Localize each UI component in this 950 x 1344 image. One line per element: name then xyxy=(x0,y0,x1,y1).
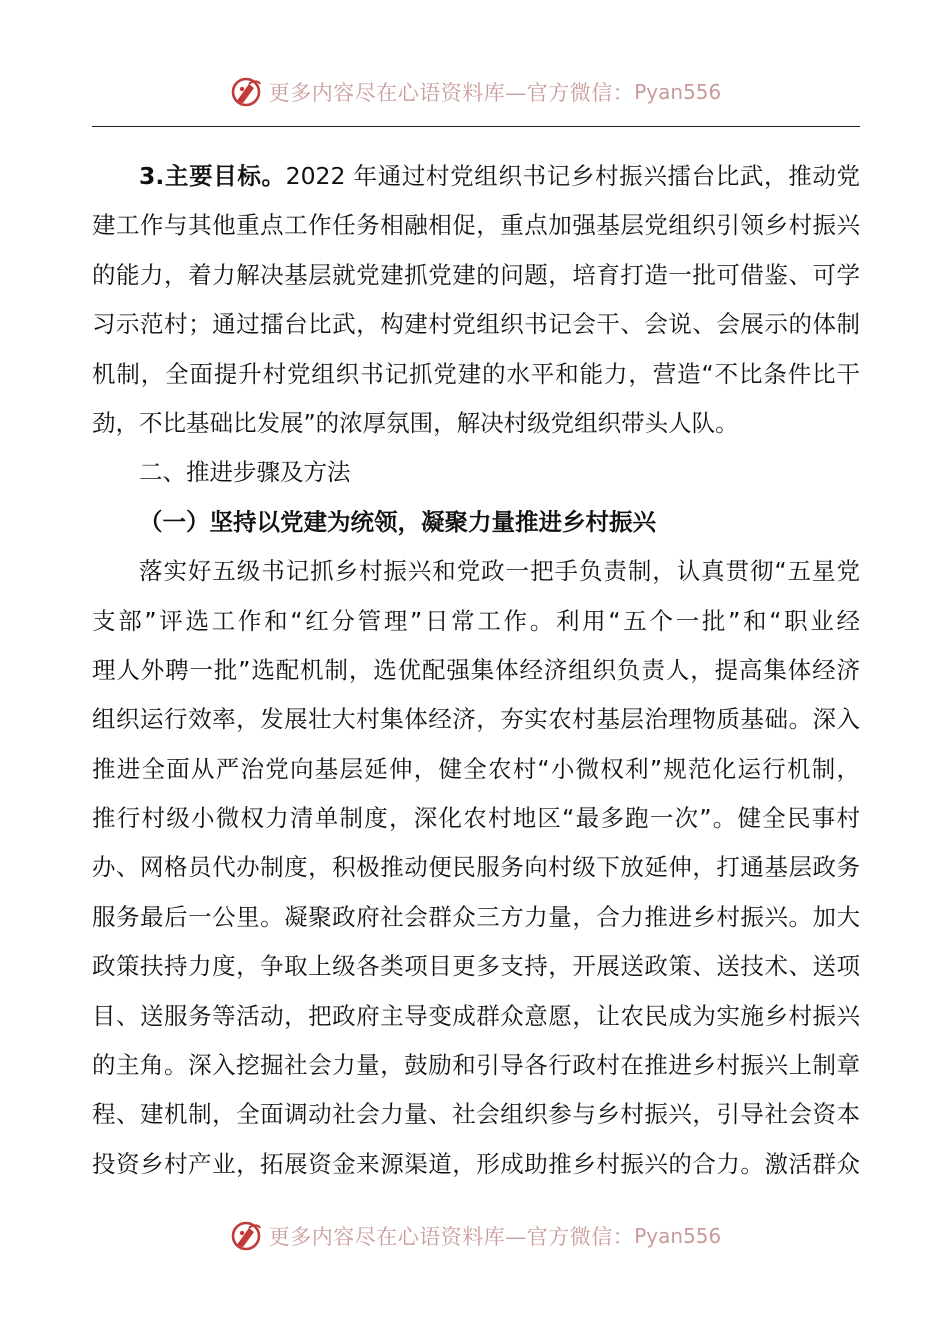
header-watermark-id: Pyan556 xyxy=(634,80,722,104)
paragraph-line-4: 组织运行效率，发展壮大村集体经济，夯实农村基层治理物质基础。深入 xyxy=(92,705,860,734)
paragraph-line-9: 政策扶持力度，争取上级各类项目更多支持，开展送政策、送技术、送项 xyxy=(92,952,860,981)
paragraph-line-13: 投资乡村产业，拓展资金来源渠道，形成助推乡村振兴的合力。激活群众 xyxy=(92,1149,860,1178)
header-divider xyxy=(92,126,860,127)
paragraph-line-6: 推行村级小微权力清单制度，深化农村地区“最多跑一次”。健全民事村 xyxy=(92,804,860,833)
paragraph-line-11: 的主角。深入挖掘社会力量，鼓励和引导各行政村在推进乡村振兴上制章 xyxy=(92,1051,860,1080)
section-heading: 二、推进步骤及方法 xyxy=(139,458,351,487)
paragraph-line-8: 服务最后一公里。凝聚政府社会群众三方力量，合力推进乡村振兴。加大 xyxy=(92,902,860,931)
footer-watermark-text: 更多内容尽在心语资料库—官方微信： xyxy=(268,1225,635,1249)
header-watermark-text: 更多内容尽在心语资料库—官方微信： xyxy=(268,81,635,105)
footer-watermark-id: Pyan556 xyxy=(634,1224,722,1248)
goal-text: 2022 年通过村党组织书记乡村振兴擂台比武，推动党 xyxy=(285,162,860,190)
goal-line-4: 习示范村；通过擂台比武，构建村党组织书记会干、会说、会展示的体制 xyxy=(92,310,860,339)
goal-line-6: 劲，不比基础比发展”的浓厚氛围，解决村级党组织带头人队。 xyxy=(92,408,739,437)
footer-watermark xyxy=(0,1214,950,1258)
goal-line-1 xyxy=(92,152,860,201)
paragraph-line-5: 推进全面从严治党向基层延伸，健全农村“小微权利”规范化运行机制， xyxy=(92,754,860,783)
header-watermark xyxy=(0,70,950,114)
subsection-heading: （一）坚持以党建为统领，凝聚力量推进乡村振兴 xyxy=(139,507,656,536)
paragraph-line-10: 目、送服务等活动，把政府主导变成群众意愿，让农民成为实施乡村振兴 xyxy=(92,1001,860,1030)
goal-label: 3.主要目标。 xyxy=(139,162,286,190)
logo-icon xyxy=(229,1219,263,1253)
goal-line-5: 机制，全面提升村党组织书记抓党建的水平和能力，营造“不比条件比干 xyxy=(92,359,860,388)
document-body xyxy=(92,152,860,1189)
paragraph-line-2: 支部”评选工作和“红分管理”日常工作。利用“五个一批”和“职业经 xyxy=(92,606,860,635)
paragraph-line-7: 办、网格员代办制度，积极推动便民服务向村级下放延伸，打通基层政务 xyxy=(92,853,860,882)
paragraph-line-1: 落实好五级书记抓乡村振兴和党政一把手负责制，认真贯彻“五星党 xyxy=(139,557,860,586)
paragraph-line-3: 理人外聘一批”选配机制，选优配强集体经济组织负责人，提高集体经济 xyxy=(92,655,860,684)
goal-line-3: 的能力，着力解决基层就党建抓党建的问题，培育打造一批可借鉴、可学 xyxy=(92,260,860,289)
goal-line-2: 建工作与其他重点工作任务相融相促，重点加强基层党组织引领乡村振兴 xyxy=(92,211,860,240)
logo-icon xyxy=(229,75,263,109)
paragraph-line-12: 程、建机制，全面调动社会力量、社会组织参与乡村振兴，引导社会资本 xyxy=(92,1100,860,1129)
